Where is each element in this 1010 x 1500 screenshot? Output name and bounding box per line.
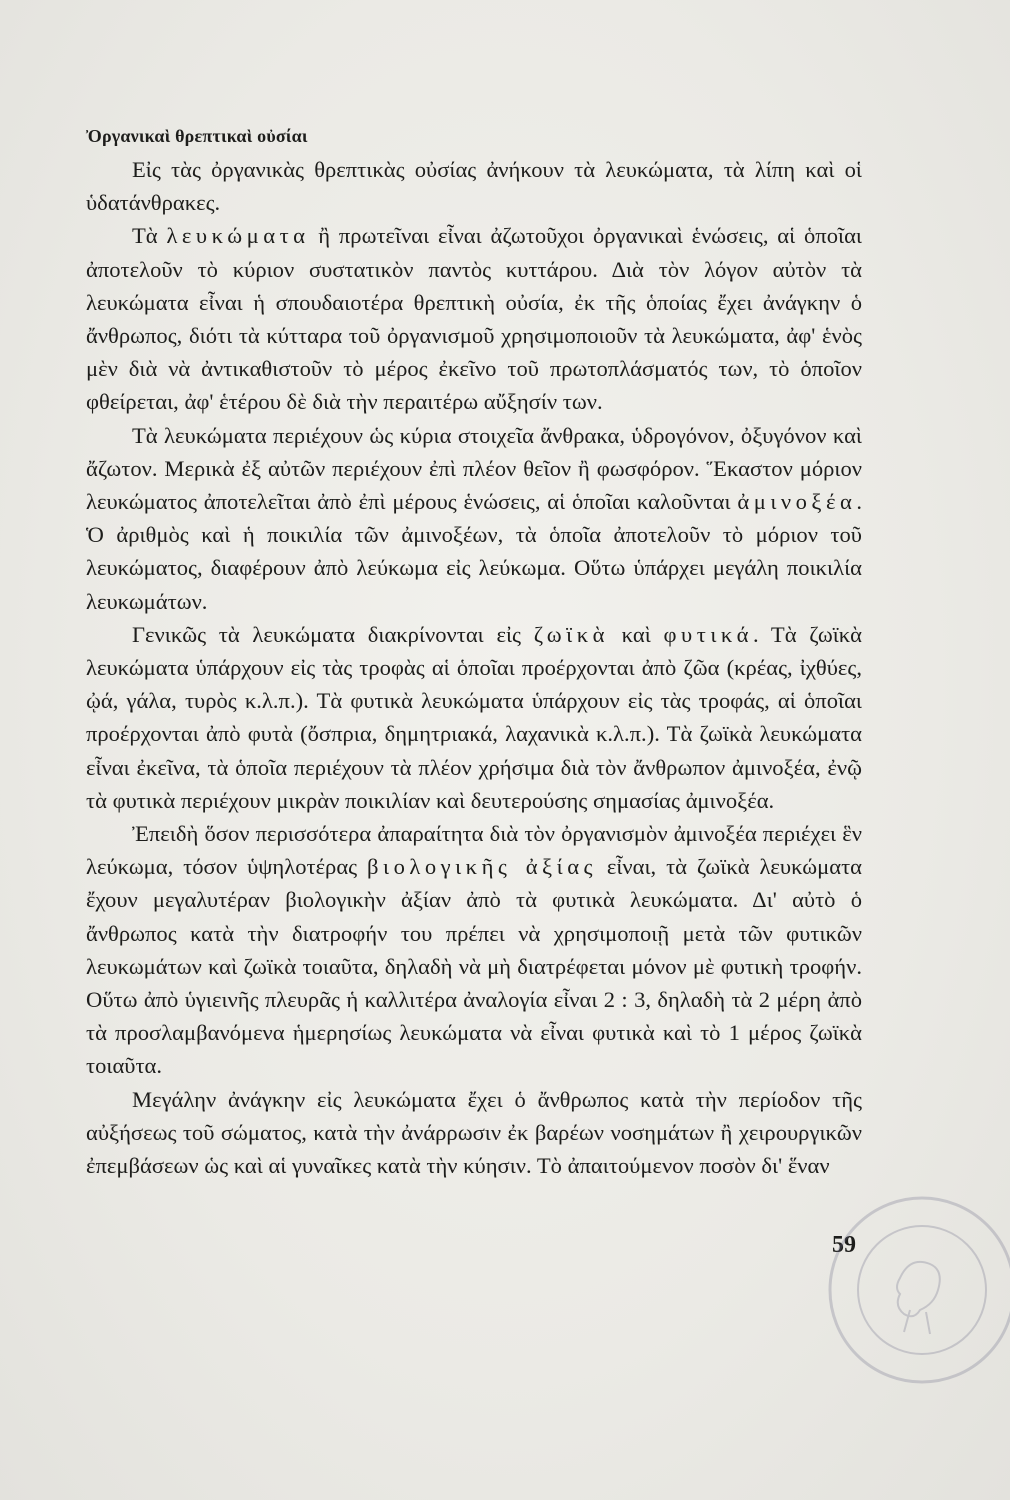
paragraph-6 — [86, 1083, 862, 1183]
text-run: καὶ — [608, 621, 664, 647]
text-run: Τὰ λευκώματα περιέχουν ὡς κύρια στοιχεῖα ἄνθρακα, ὑδρογόνον, ὀξυγόνον καὶ ἄζωτον. Μερικὰ ἐξ αὐτῶν περιέχουν ἐπὶ πλέον θεῖον ἢ φωσφόρον. Ἕκαστον μόριον λευκώματος ἀποτελεῖται ἀπὸ ἐπὶ μέρους ἑνώσεις, αἱ ὁποῖαι καλοῦνται — [86, 422, 862, 515]
text-run: Γενικῶς τὰ λευκώματα διακρίνονται εἰς — [132, 621, 534, 647]
text-run: Εἰς τὰς ὀργανικὰς θρεπτικὰς οὐσίας ἀνήκουν τὰ λευκώματα, τὰ λίπη καὶ οἱ ὑδατάνθρακες. — [86, 157, 862, 216]
text-run: . Ὁ ἀριθμὸς καὶ ἡ ποικιλία τῶν ἀμινοξέων, τὰ ὁποῖα ἀποτελοῦν τὸ μόριον τοῦ λευκώματος, διαφέρουν ἀπὸ λεύκωμα εἰς λεύκωμα. Οὕτω ὑπάρχει μεγάλη ποικιλία λευκωμάτων. — [86, 489, 862, 614]
emphasized-term: βιολογικῆς ἀξίας — [367, 854, 597, 880]
paragraph-1 — [86, 153, 862, 219]
text-run: Τὰ — [132, 223, 167, 249]
text-run: . Τὰ ζωϊκὰ λευκώματα ὑπάρχουν εἰς τὰς τροφὰς αἱ ὁποῖαι προέρχονται ἀπὸ ζῶα (κρέας, ἰχθύες, ᾠά, γάλα, τυρὸς κ.λ.π.). Τὰ φυτικὰ λευκώματα ὑπάρχουν εἰς τὰς τροφάς, αἱ ὁποῖαι προέρχονται ἀπὸ φυτὰ (ὄσπρια, δημητριακά, λαχανικὰ κ.λ.π.). Τὰ ζωϊκὰ λευκώματα εἶναι ἐκεῖνα, τὰ ὁποῖα περιέχουν τὰ πλέον χρήσιμα διὰ τὸν ἄνθρωπον ἀμινοξέα, ἐνῷ τὰ φυτικὰ περιέχουν μικρὰν ποικιλίαν καὶ δευτερούσης σημασίας ἀμινοξέα. — [86, 621, 862, 813]
text-run: ἢ πρωτεῖναι εἶναι ἀζωτοῦχοι ὀργανικαὶ ἑνώσεις, αἱ ὁποῖαι ἀποτελοῦν τὸ κύριον συστατικὸν παντὸς κυττάρου. Διὰ τὸν λόγον αὐτὸν τὰ λευκώματα εἶναι ἡ σπουδαιοτέρα θρεπτικὴ οὐσία, ἐκ τῆς ὁποίας ἔχει ἀνάγκην ὁ ἄνθρωπος, διότι τὰ κύτταρα τοῦ ὀργανισμοῦ χρησιμοποιοῦν τὰ λευκώματα, ἀφ' ἑνὸς μὲν διὰ νὰ ἀντικαθιστοῦν τὸ μέρος ἐκεῖνο τοῦ πρωτοπλάσματός των, τὸ ὁποῖον φθείρεται, ἀφ' ἑτέρου δὲ διὰ τὴν περαιτέρω αὔξησίν των. — [86, 223, 862, 415]
emphasized-term: ζωϊκὰ — [533, 621, 609, 647]
text-block — [86, 126, 862, 1182]
paragraph-4 — [86, 618, 862, 817]
paragraph-5 — [86, 817, 862, 1083]
paragraph-3 — [86, 419, 862, 618]
paragraphs — [86, 153, 862, 1182]
paragraph-2 — [86, 219, 862, 418]
text-run: εἶναι, τὰ ζωϊκὰ λευκώματα ἔχουν μεγαλυτέραν βιολογικὴν ἀξίαν ἀπὸ τὰ φυτικὰ λευκώματα. Δι' αὐτὸ ὁ ἄνθρωπος κατὰ τὴν διατροφήν του πρέπει νὰ χρησιμοποιῇ μετὰ τῶν φυτικῶν λευκωμάτων καὶ ζωϊκὰ τοιαῦτα, δηλαδὴ νὰ μὴ διατρέφεται μόνον μὲ φυτικὴ τροφήν. Οὕτω ἀπὸ ὑγιεινῆς πλευρᾶς ἡ καλλιτέρα ἀναλογία εἶναι 2 : 3, δηλαδὴ τὰ 2 μέρη ἀπὸ τὰ προσλαμβανόμενα ἡμερησίως λευκώματα νὰ εἶναι φυτικὰ καὶ τὸ 1 μέρος ζωϊκὰ τοιαῦτα. — [86, 854, 862, 1079]
emphasized-term: φυτικά — [663, 621, 753, 647]
text-run: Ἐπειδὴ ὅσον περισσότερα ἀπαραίτητα διὰ τὸν ὀργανισμὸν ἀμινοξέα περιέχει ἓν λεύκωμα, τόσον ὑψηλοτέρας — [86, 821, 862, 880]
emphasized-term: λευκώματα — [166, 223, 310, 249]
page-number: 59 — [832, 1232, 856, 1258]
library-stamp-icon — [822, 1190, 1010, 1390]
text-run: Μεγάλην ἀνάγκην εἰς λευκώματα ἔχει ὁ ἄνθρωπος κατὰ τὴν περίοδον τῆς αὐξήσεως τοῦ σώματος, κατὰ τὴν ἀνάρρωσιν ἐκ βαρέων νοσημάτων ἢ χειρουργικῶν ἐπεμβάσεων ὡς καὶ αἱ γυναῖκες κατὰ τὴν κύησιν. Τὸ ἀπαιτούμενον ποσὸν δι' ἕναν — [86, 1086, 862, 1179]
emphasized-term: ἀμινοξέα — [737, 489, 857, 515]
section-heading: Ὀργανικαὶ θρεπτικαὶ οὐσίαι — [86, 126, 308, 146]
